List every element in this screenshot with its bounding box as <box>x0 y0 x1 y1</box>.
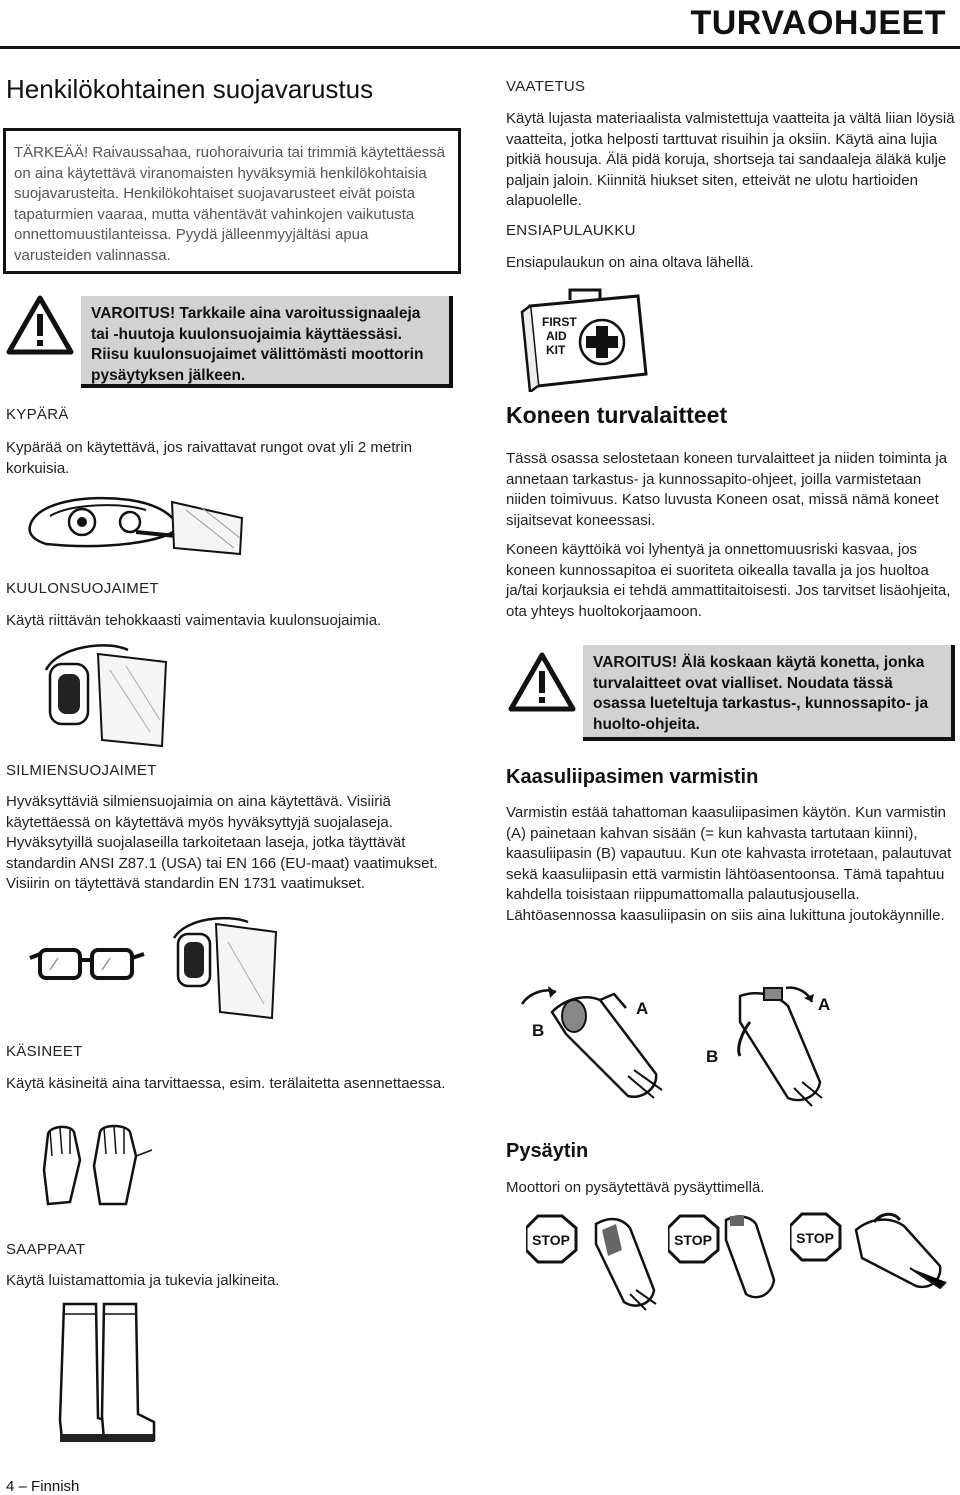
firstaid-label: ENSIAPULAUKKU <box>506 222 636 239</box>
kit-text-first: FIRST <box>542 315 577 329</box>
clothing-text: Käytä lujasta materiaalista valmistettuja vaatteita ja vältä liian löysiä vaatteita, jotka helposti tarttuvat risuihin ja oksiin. Käytä aina lujia pitkiä housuja. Älä pidä koruja, shortseja tai sandaaleja äläkä kulje paljain jaloin. Kiinnitä hiukset siten, etteivät ne ulotu hartioiden alapuolelle. <box>506 110 955 209</box>
throttle-lock-illustration-2 <box>700 982 850 1112</box>
eye-text: Hyväksyttäviä silmiensuojaimia on aina käytettävä. Visiiriä käytettäessä on käytettävä myös hyväksyttyjä suojalaseja. Hyväksytyillä suojalaseilla tarkoitetaan laseja, jotka täyttävät standardin ANSI Z87.1 (USA) tai EN 166 (EU-maat) vaatimukset. Visiirin on täytettävä standardin EN 1731 vaatimukset. <box>6 793 438 892</box>
stop-illustration-3 <box>790 1208 950 1304</box>
page-footer <box>6 1478 79 1495</box>
safety-glasses-illustration <box>28 944 146 984</box>
stop-illustration-1 <box>526 1210 666 1314</box>
helmet-text: Kypärää on käytettävä, jos raivattavat rungot ovat yli 2 metrin korkuisia. <box>6 439 413 477</box>
visor-illustration <box>168 914 280 1022</box>
header-rule <box>0 46 960 49</box>
section-title: Henkilökohtainen suojavarustus <box>6 74 374 104</box>
gloves-illustration <box>40 1120 170 1208</box>
stop-illustration-2 <box>668 1210 778 1306</box>
warning-text-right: Älä koskaan käytä konetta, jonka turvalaitteet ovat vialliset. Noudata tässä osassa lueteltuja tarkastus-, kunnossapito- ja huolto-ohjeita. <box>593 654 929 733</box>
gloves-text: Käytä käsineitä aina tarvittaessa, esim. terälaitetta asennettaessa. <box>6 1075 446 1092</box>
warning-box <box>81 296 453 388</box>
firstaid-text: Ensiapulaukun on aina oltava lähellä. <box>506 254 754 271</box>
safety-paragraph-2: Koneen käyttöikä voi lyhentyä ja onnettomuusriski kasvaa, jos koneen kunnossapitoa ei suoriteta oikealla tavalla ja jos huoltoa ja/tai korjauksia ei tehdä ammattitaitoisesti. Jos tarvitset lisäohjeita, ota yhteys huoltokorjaamoon. <box>506 541 951 620</box>
callout-b-1: B <box>532 1021 545 1040</box>
footer-dash: – <box>18 1478 27 1495</box>
page-title: TURVAOHJEET <box>690 4 946 42</box>
stop-sign-1: STOP <box>532 1232 570 1248</box>
kit-text-aid: AID <box>546 329 567 343</box>
warning-lead: VAROITUS! <box>91 305 176 322</box>
page-number: 4 <box>6 1478 15 1495</box>
stop-sign-3: STOP <box>796 1230 834 1246</box>
clothing-label: VAATETUS <box>506 78 586 95</box>
callout-a-1: A <box>636 999 649 1018</box>
hearing-label: KUULONSUOJAIMET <box>6 580 159 597</box>
safety-title: Koneen turvalaitteet <box>506 402 728 428</box>
eye-label: SILMIENSUOJAIMET <box>6 762 157 779</box>
gloves-label: KÄSINEET <box>6 1043 83 1060</box>
throttle-lock-illustration-1 <box>516 978 676 1108</box>
kit-text-kit: KIT <box>546 343 566 357</box>
helmet-label: KYPÄRÄ <box>6 406 69 423</box>
important-note-box <box>3 128 461 274</box>
safety-paragraph-1: Tässä osassa selostetaan koneen turvalaitteet ja niiden toiminta ja annetaan tarkastus- ja kunnossapito-ohjeet, joilla varmistetaan niiden toimivuus. Katso luvusta Koneen osat, missä nämä koneet sijaitsevat koneessasi. <box>506 450 948 529</box>
ear-protector-illustration <box>38 640 170 752</box>
stop-sign-2: STOP <box>674 1232 712 1248</box>
first-aid-kit-illustration <box>516 282 652 392</box>
footer-language: Finnish <box>31 1478 80 1495</box>
warning-lead-right: VAROITUS! <box>593 654 678 671</box>
important-note-text: TÄRKEÄÄ! Raivaussahaa, ruohoraivuria tai trimmiä käytettäessä on aina käytettävä viranomaisten hyväksymiä henkilökohtaisia suojavarusteita. Henkilökohtaiset suojavarusteet eivät poista tapaturmien vaaraa, mutta vähentävät vahinkojen vaikutusta onnettomuustilanteissa. Pyydä jälleenmyyjältäsi apua varusteiden valinnassa. <box>14 144 446 264</box>
warning-icon <box>508 652 576 712</box>
stop-text: Moottori on pysäytettävä pysäyttimellä. <box>506 1179 765 1196</box>
throttle-text: Varmistin estää tahattoman kaasuliipasimen käytön. Kun varmistin (A) painetaan kahvan sisään (= kun kahvasta tartutaan kiinni), kaasuliipasin (B) vapautuu. Kun ote kahvasta irrotetaan, palautuvat sekä kaasuliipasin että varmistin lähtöasentoonsa. Tämä tapahtuu kahdella toisistaan riippumattomalla palautusjousella. Lähtöasennossa kaasuliipasin on siis aina lukittuna joutokäynnille. <box>506 804 952 924</box>
throttle-title: Kaasuliipasimen varmistin <box>506 766 759 788</box>
warning-text: Tarkkaile aina varoitussignaaleja tai -huutoja kuulonsuojaimia käyttäessäsi. Riisu kuulonsuojaimet välittömästi moottorin pysäytyksen jälkeen. <box>91 305 424 384</box>
warning-icon <box>6 295 74 355</box>
hearing-text: Käytä riittävän tehokkaasti vaimentavia kuulonsuojaimia. <box>6 612 382 629</box>
callout-b-2: B <box>706 1047 719 1066</box>
boots-illustration <box>56 1300 156 1448</box>
helmet-illustration <box>26 488 248 560</box>
boots-text: Käytä luistamattomia ja tukevia jalkineita. <box>6 1272 280 1289</box>
warning-box-right <box>583 645 955 741</box>
stop-title: Pysäytin <box>506 1140 589 1162</box>
boots-label: SAAPPAAT <box>6 1241 86 1258</box>
callout-a-2: A <box>818 995 831 1014</box>
